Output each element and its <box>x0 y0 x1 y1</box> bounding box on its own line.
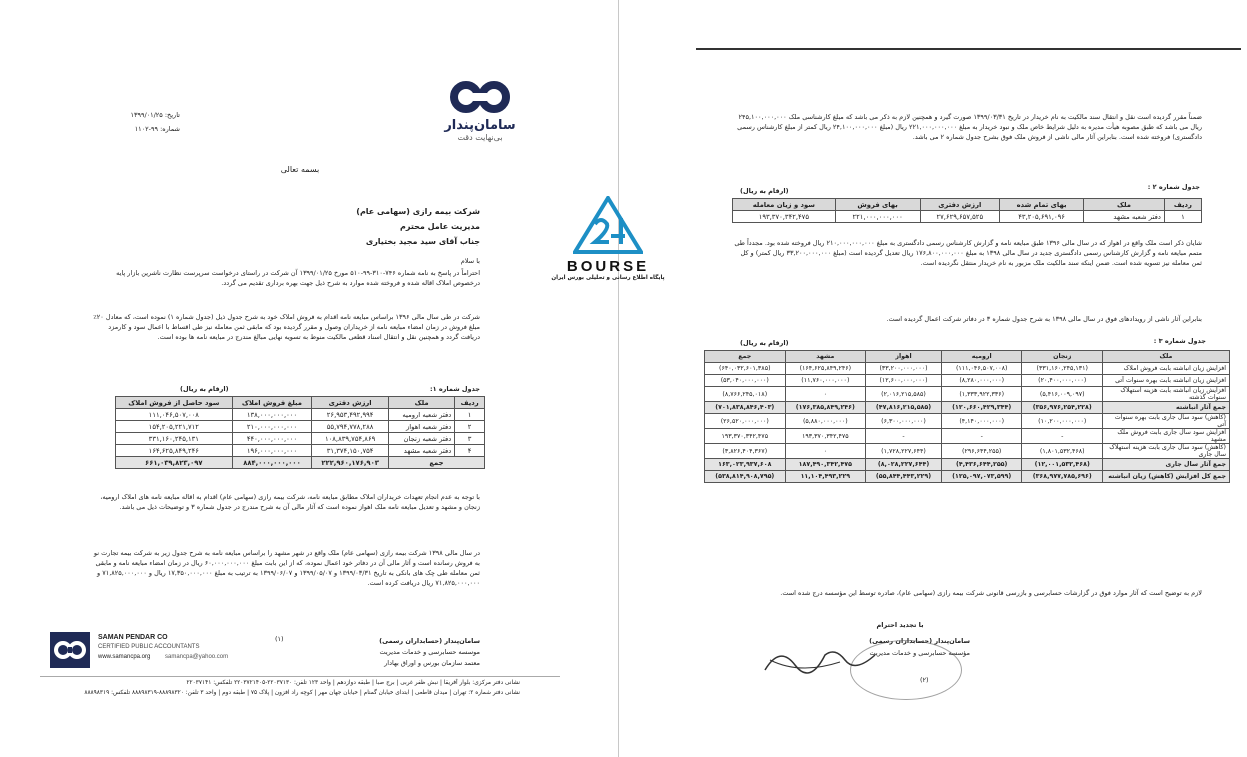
table-cell: (۱۱۱,۰۴۶,۵۰۷,۰۰۸) <box>941 363 1022 375</box>
table-cell: ۲۲۲,۹۶۰,۱۷۶,۹۰۳ <box>312 457 389 469</box>
bourse-subtitle: پایگاه اطلاع رسانی و تحلیلی بورس ایران <box>551 275 665 281</box>
table-cell: ۱۹۳,۳۷۰,۳۴۲,۴۷۵ <box>705 429 786 444</box>
greeting: با سلام <box>460 257 480 265</box>
table-subtotal-row <box>705 402 1230 414</box>
table-header-cell: مبلغ فروش املاک <box>232 397 312 409</box>
table-header-cell: اهواز <box>866 351 942 363</box>
table-cell: (۴,۴۳۶,۶۴۴,۲۵۵) <box>941 459 1022 471</box>
table1-title: جدول شماره ۱: <box>430 385 480 393</box>
table-3 <box>704 350 1230 483</box>
table-header-cell: ارومیه <box>941 351 1022 363</box>
table-cell: (۷۰۱,۸۳۸,۸۴۶,۴۰۳) <box>705 402 786 414</box>
page-gutter <box>618 0 619 757</box>
table-cell: (۱۲,۰۰۱,۵۳۲,۴۶۸) <box>1022 459 1103 471</box>
table-row <box>705 414 1230 429</box>
basmala: بسمه تعالی <box>280 165 320 174</box>
table-header-row <box>733 199 1202 211</box>
table-header-cell: بهای تمام شده <box>1000 199 1084 211</box>
paragraph-1: احتراماً در پاسخ به نامه شماره ۷۴۶-۳۱۰-۹۹-۵۱۰ مورخ ۱۳۹۹/۰۱/۲۵ آن شرکت در راستای درخواست سرپرست نظارت ناشرین بازار پایه درخصوص املاک اقاله شده و فروخته شده موارد به شرح ذیل جهت بهره برداری تقدیم می گردد. <box>116 269 480 287</box>
table-header-row <box>116 397 485 409</box>
table-row <box>705 387 1230 402</box>
table-cell: ۳۳۱,۱۶۰,۲۴۵,۱۳۱ <box>116 433 233 445</box>
table-cell: (۶,۳۰۰,۰۰۰,۰۰۰) <box>866 414 942 429</box>
table-header-cell: بهای فروش <box>835 199 920 211</box>
table-row <box>705 444 1230 459</box>
table-cell: ۲ <box>455 421 485 433</box>
table-cell: (۲۰,۴۰۰,۰۰۰,۰۰۰) <box>1022 375 1103 387</box>
table-header-cell: ارزش دفتری <box>920 199 999 211</box>
table-cell: ۰ <box>785 387 866 402</box>
table-cell: (۳۶۸,۹۷۷,۷۸۵,۶۹۶) <box>1022 471 1103 483</box>
table-cell: (۴۷,۸۱۶,۲۱۵,۵۸۵) <box>866 402 942 414</box>
table-cell: ۱۸۷,۴۹۰,۳۴۲,۴۷۵ <box>785 459 866 471</box>
table-2 <box>732 198 1202 223</box>
table-header-cell: سود حاصل از فروش املاک <box>116 397 233 409</box>
header-rule <box>696 48 1241 50</box>
table-cell: (۸,۰۲۸,۲۲۷,۶۴۴) <box>866 459 942 471</box>
paragraph-3: بنابراین آثار ناشی از رویدادهای فوق در سال مالی ۱۳۹۸ به شرح جدول شماره ۳ در دفاتر شرکت اعمال گردیده است. <box>886 315 1202 323</box>
table-cell: (۵۵,۸۴۴,۴۴۳,۲۲۹) <box>866 471 942 483</box>
table-cell: ۱۱۱,۰۴۶,۵۰۷,۰۰۸ <box>116 409 233 421</box>
signature-line-2: موسسه حسابرسی و خدمات مدیریت <box>379 648 480 656</box>
table-cell: (۲۶,۵۲۰,۰۰۰,۰۰۰) <box>705 414 786 429</box>
table-cell: ۱۹۳,۳۷۰,۳۴۲,۴۷۵ <box>785 429 866 444</box>
table-cell: (۳۳۱,۱۶۰,۲۴۵,۱۳۱) <box>1022 363 1103 375</box>
handwritten-signature-icon <box>760 640 880 680</box>
table-cell: (۱۰,۲۰۰,۰۰۰,۰۰۰) <box>1022 414 1103 429</box>
footer-brand-line: CERTIFIED PUBLIC ACCOUNTANTS <box>98 644 200 650</box>
infinity-logo-icon <box>449 80 511 114</box>
table-cell: ۱ <box>455 409 485 421</box>
footer-address-2: نشانی دفتر شماره ۲: تهران | میدان قاطعی | ابتدای خیابان گمنام | خیابان جهان مهر | کوچه راد افزون | پلاک ۷۵ | طبقه دوم | واحد ۳ تلفن: ۸۸۸۹۸۳۲۰-۸۸۸۹۸۳۱۹ تلفکس: ۸۸۸۹۸۳۱۹ <box>84 690 520 696</box>
table-cell: (۱,۸۰۱,۵۳۲,۴۶۸) <box>1022 444 1103 459</box>
table-cell: ۲۲۱,۰۰۰,۰۰۰,۰۰۰ <box>835 211 920 223</box>
table-total-row <box>116 457 485 469</box>
table-cell: (۶۴۰,۰۳۲,۶۰۱,۳۸۵) <box>705 363 786 375</box>
table-cell: (۱۲۰,۶۶۰,۴۲۹,۳۴۴) <box>941 402 1022 414</box>
table-header-cell: سود و زیان معامله <box>733 199 836 211</box>
table-header-cell: جمع <box>705 351 786 363</box>
table-cell: ۲۱۰,۰۰۰,۰۰۰,۰۰۰ <box>232 421 312 433</box>
table-cell: (۱,۷۲۸,۲۲۷,۶۴۴) <box>866 444 942 459</box>
table-cell: ۱۳۸,۰۰۰,۰۰۰,۰۰۰ <box>232 409 312 421</box>
table-cell: ۱۶۴,۶۲۵,۸۴۹,۲۴۶ <box>116 445 233 457</box>
table-cell: ۴۴۰,۰۰۰,۰۰۰,۰۰۰ <box>232 433 312 445</box>
table-cell: - <box>1022 429 1103 444</box>
table-cell: (۵,۴۱۶,۰۰۹,۰۹۷) <box>1022 387 1103 402</box>
table-cell: ۲۷,۶۲۹,۶۵۷,۵۲۵ <box>920 211 999 223</box>
footer-brand-name: SAMAN PENDAR CO <box>98 634 168 641</box>
table-cell: - <box>941 429 1022 444</box>
bourse-24-logo-icon <box>573 196 643 254</box>
table-cell: ۱۱,۱۰۴,۴۹۳,۲۲۹ <box>785 471 866 483</box>
table-cell: (کاهش) سود سال جاری بابت بهره سنوات آتی <box>1103 414 1230 429</box>
table-header-cell: ردیف <box>455 397 485 409</box>
table-cell: (۱,۳۳۳,۹۲۲,۳۳۶) <box>941 387 1022 402</box>
table-cell: افزایش زیان انباشته بابت هزینه استهلاک سنوات گذشته <box>1103 387 1230 402</box>
table-cell: ۲۶,۹۵۳,۴۹۲,۹۹۴ <box>312 409 389 421</box>
table-cell: (۸,۷۶۶,۲۴۵,۰۱۸) <box>705 387 786 402</box>
table-cell: (۱۶۴,۶۲۵,۸۴۹,۲۴۶) <box>785 363 866 375</box>
addressee-name: جناب آقای سید مجید بختیاری <box>365 237 480 246</box>
table-cell: دفتر شعبه زنجان <box>388 433 454 445</box>
table-header-cell: مشهد <box>785 351 866 363</box>
table-cell: جمع آثار انباشته <box>1103 402 1230 414</box>
footer-logo-icon <box>50 632 90 668</box>
table1-unit: (ارقام به ریال) <box>180 385 229 393</box>
paragraph-4: در سال مالی ۱۳۹۸ شرکت بیمه رازی (سهامی عام) ملک واقع در شهر مشهد را براساس مبایعه نامه به شرح جدول زیر به شرکت بیمه تجارت نو به فروش رسانده است و آثار مالی آن در دفاتر خود اعمال نموده، که از این بابت مبلغ ۶۰,۰۰۰,۰۰۰,۰۰۰ ریال در زمان امضاء مبایعه نامه و مابقی ثمن معامله طی چک های بانکی به تاریخ ۱۳۹۹/۰۳/۳۱ و ۱۳۹۹/۰۵/۰۷ و ۱۳۹۹/۰۶/۰۷ به ترتیب به مبلغ ۱۷,۳۵۰,۰۰۰,۰۰۰ ریال و ۷۱,۸۲۵,۰۰۰,۰۰۰ و ۷۱,۸۲۵,۰۰۰,۰۰۰ ریال دریافت کرده است. <box>93 549 480 587</box>
table-cell: افزایش زیان انباشته بابت فروش املاک <box>1103 363 1230 375</box>
letter-date: تاریخ: ۱۳۹۹/۰۱/۲۵ <box>130 111 180 119</box>
table-row <box>116 409 485 421</box>
table-cell: ۳۱,۳۷۴,۱۵۰,۷۵۴ <box>312 445 389 457</box>
page-number: (۲) <box>920 676 929 684</box>
table-cell: ۱ <box>1164 211 1201 223</box>
table-cell: (۵۳,۰۴۰,۰۰۰,۰۰۰) <box>705 375 786 387</box>
table2-title: جدول شماره ۲ : <box>1147 183 1200 191</box>
table-header-row <box>705 351 1230 363</box>
logo-tagline: بی‌نهایت دقت <box>457 133 503 142</box>
signature-firm: سامان‌پندار (حسابداران رسمی) <box>379 637 480 645</box>
table-cell: ۱۰۸,۸۳۹,۷۵۴,۸۶۹ <box>312 433 389 445</box>
table-cell: ۸۸۴,۰۰۰,۰۰۰,۰۰۰ <box>232 457 312 469</box>
table-cell: ۱۹۳,۳۷۰,۳۴۲,۴۷۵ <box>733 211 836 223</box>
footer-email-link[interactable]: samancpa@yahoo.com <box>165 654 229 660</box>
table-header-cell: ملک <box>388 397 454 409</box>
table-cell: (۸,۲۸۰,۰۰۰,۰۰۰) <box>941 375 1022 387</box>
signature-line-2: مؤسسه حسابرسی و خدمات مدیریت <box>869 649 970 657</box>
table-cell: جمع کل افزایش (کاهش) زیان انباشته <box>1103 471 1230 483</box>
logo-name: سامان‌پندار <box>444 118 516 133</box>
footer-divider <box>40 676 560 677</box>
table-cell: (۲۹۶,۶۴۴,۲۵۵) <box>941 444 1022 459</box>
table-header-cell: زنجان <box>1022 351 1103 363</box>
signature-line-3: معتمد سازمان بورس و اوراق بهادار <box>384 659 480 667</box>
table-row <box>705 363 1230 375</box>
table-cell: دفتر شعبه مشهد <box>1084 211 1165 223</box>
table-cell: (۱۷۶,۳۸۵,۸۴۹,۲۴۶) <box>785 402 866 414</box>
footer-website-link[interactable]: www.samancpa.org <box>98 654 151 660</box>
letter-number: شماره: ۹۹-۱۱۰۲ <box>134 125 180 133</box>
paragraph-2: شایان ذکر است ملک واقع در اهواز که در سال مالی ۱۳۹۶ طبق مبایعه نامه و گزارش کارشناس رسمی دادگستری به مبلغ ۲۱۰,۰۰۰,۰۰۰,۰۰۰ ریال فروخته شده بود. مجدداً طی متمم مبایعه نامه و گزارش کارشناس رسمی دادگستری جدید در سال مالی ۱۳۹۸ به مبلغ ۱۷۶,۸۰۰,۰۰۰,۰۰۰ ریال تعدیل گردیده است (مبلغ ۳۳,۲۰۰,۰۰۰,۰۰۰ ریال کمتر) و کل ثمن معامله نیز تسویه شده است. ضمن اینکه سند مالکیت ملک مزبور به نام خریدار منتقل نگردیده است. <box>734 239 1202 267</box>
table-grand-total-row <box>705 471 1230 483</box>
table-cell: ۱۹۶,۰۰۰,۰۰۰,۰۰۰ <box>232 445 312 457</box>
table-cell: (۲,۰۱۶,۲۱۵,۵۸۵) <box>866 387 942 402</box>
table-row <box>705 429 1230 444</box>
table-header-cell: ملک <box>1103 351 1230 363</box>
table-row <box>116 445 485 457</box>
table-cell: ۴۳,۲۰۵,۶۹۱,۰۹۶ <box>1000 211 1084 223</box>
table-cell: ۱۶۳,۰۲۳,۹۳۷,۶۰۸ <box>705 459 786 471</box>
table-cell: ۴ <box>455 445 485 457</box>
table-cell: (۵۳۸,۸۱۴,۹۰۸,۷۹۵) <box>705 471 786 483</box>
table-row <box>733 211 1202 223</box>
table-cell: افزایش سود سال جاری بابت فروش ملک مشهد <box>1103 429 1230 444</box>
table-header-cell: ردیف <box>1164 199 1201 211</box>
table-header-cell: ارزش دفتری <box>312 397 389 409</box>
table-cell: دفتر شعبه ارومیه <box>388 409 454 421</box>
table-cell: ۵۵,۷۹۴,۷۷۸,۲۸۸ <box>312 421 389 433</box>
table-cell: (۱۲۵,۰۹۷,۰۷۳,۵۹۹) <box>941 471 1022 483</box>
table-subtotal-row <box>705 459 1230 471</box>
addressee-title: مدیریت عامل محترم <box>400 222 480 231</box>
bourse-watermark <box>548 196 668 288</box>
paragraph-4: لازم به توضیح است که آثار موارد فوق در گزارشات حسابرسی و بازرسی قانونی شرکت بیمه رازی (سهامی عام)، صادره توسط این مؤسسه درج شده است. <box>780 589 1202 597</box>
table-cell: افزایش زیان انباشته بابت بهره سنوات آتی <box>1103 375 1230 387</box>
table-cell: (۳۳,۲۰۰,۰۰۰,۰۰۰) <box>866 363 942 375</box>
table3-title: جدول شماره ۳ : <box>1153 337 1206 345</box>
table-cell: ۶۶۱,۰۳۹,۸۲۳,۰۹۷ <box>116 457 233 469</box>
bourse-text: BOURSE <box>566 258 650 275</box>
table-row <box>116 421 485 433</box>
table-cell: ۰ <box>785 444 866 459</box>
table-cell: جمع <box>388 457 484 469</box>
table-cell: (۳۵۶,۹۷۶,۲۵۴,۲۲۸) <box>1022 402 1103 414</box>
letter-page-1 <box>40 0 560 757</box>
table-cell: ۳ <box>455 433 485 445</box>
paragraph-1: ضمناً مقرر گردیده است نقل و انتقال سند مالکیت به نام خریدار در تاریخ ۱۳۹۹/۰۳/۳۱ صورت گیرد و همچنین لازم به ذکر می باشد که مبلغ کارشناسی ملک ۲۴۵,۱۰۰,۰۰۰,۰۰۰ ریال می باشد که طبق مصوبه هیأت مدیره به دلیل شرایط خاص ملک و نبود خریدار به مبلغ ۲۲۱,۰۰۰,۰۰۰,۰۰۰ ریال (مبلغ ۲۴,۱۰۰,۰۰۰,۰۰۰ ریال کمتر از مبلغ کارشناس رسمی دادگستری) فروخته شده است. بنابراین آثار مالی ناشی از فروش ملک فوق بشرح جدول شماره ۲ می باشد. <box>737 113 1202 141</box>
table-cell: (۱۲,۶۰۰,۰۰۰,۰۰۰) <box>866 375 942 387</box>
paragraph-3: با توجه به عدم انجام تعهدات خریداران املاک مطابق مبایعه نامه، شرکت بیمه رازی (سهامی عام) اقدام به اقاله مبایعه نامه های املاک ارومیه، زنجان و مشهد و تعدیل مبایعه نامه ملک اهواز نموده است که آثار مالی آن به شرح مندرج در جدول شماره ۳ و توضیحات ذیل می باشد. <box>100 493 480 511</box>
closing: با تجدید احترام <box>876 621 924 629</box>
saman-pendar-logo <box>440 80 520 150</box>
table-cell: (۵,۸۸۰,۰۰۰,۰۰۰) <box>785 414 866 429</box>
table-cell: (۳,۸۲۶,۴۰۴,۳۶۷) <box>705 444 786 459</box>
page-number: (۱) <box>275 635 284 643</box>
table-cell: جمع آثار سال جاری <box>1103 459 1230 471</box>
footer-address-1: نشانی دفتر مرکزی: بلوار آفریقا | نبش ظفر غربی | برج صبا | طبقه دوازدهم | واحد ۱۲۳ تلفن: ۲۲۰۳۷۱۳۰-۲۲۰۳۷۲۱۴۰۵ تلفکس: ۲۲۰۳۷۱۴۱ <box>186 680 520 686</box>
table-cell: دفتر شعبه مشهد <box>388 445 454 457</box>
footer-brand <box>50 632 250 670</box>
table-row <box>705 375 1230 387</box>
table-header-cell: ملک <box>1084 199 1165 211</box>
letter-page-2 <box>690 0 1247 757</box>
table-cell: (۱۱,۷۶۰,۰۰۰,۰۰۰) <box>785 375 866 387</box>
paragraph-2: شرکت در طی سال مالی ۱۳۹۶ براساس مبایعه نامه اقدام به فروش املاک خود به شرح جدول ذیل (جدول شماره ۱) نموده است، که معادل ۲۰٪ مبلغ فروش در زمان امضاء مبایعه نامه از خریداران وصول و مقرر گردیده بود که مابقی ثمن معامله نیز طی اقساط با اعمال سود و کارمزد دریافت گردد و همچنین نقل و انتقال اسناد قطعی مالکیت منوط به تسویه نهایی مبالغ مندرج در مبایعه نامه ها بوده است. <box>93 313 480 341</box>
table2-unit: (ارقام به ریال) <box>740 187 789 195</box>
table-cell: (کاهش) سود سال جاری بابت هزینه استهلاک سال جاری <box>1103 444 1230 459</box>
table-cell: دفتر شعبه اهواز <box>388 421 454 433</box>
addressee-company: شرکت بیمه رازی (سهامی عام) <box>356 207 480 216</box>
table-cell: (۴,۱۴۰,۰۰۰,۰۰۰) <box>941 414 1022 429</box>
signature-firm: سامان‌پندار (حسابداران رسمی) <box>869 637 970 645</box>
table-cell: ۱۵۴,۲۰۵,۲۲۱,۷۱۲ <box>116 421 233 433</box>
table-1 <box>115 396 485 469</box>
table-row <box>116 433 485 445</box>
table-cell: - <box>866 429 942 444</box>
table3-unit: (ارقام به ریال) <box>740 339 789 347</box>
